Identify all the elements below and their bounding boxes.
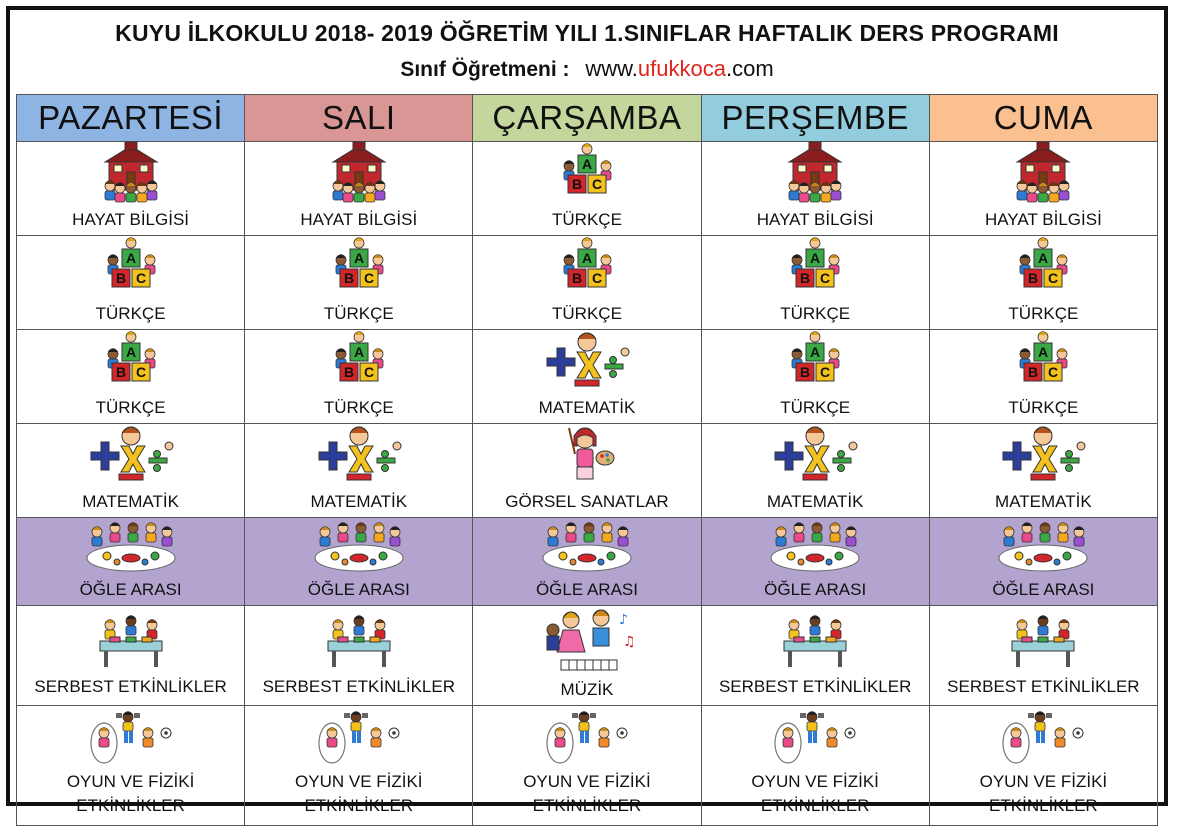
day-header-row	[17, 95, 1158, 142]
lesson-cell	[473, 706, 701, 826]
lesson-label: ÖĞLE ARASI	[535, 580, 638, 599]
lunch-table-icon	[995, 518, 1091, 579]
lesson-label: TÜRKÇE	[552, 304, 622, 323]
lesson-cell	[701, 236, 929, 330]
lesson-label: TÜRKÇE	[780, 398, 851, 417]
painter-girl-icon	[557, 424, 617, 491]
lesson-label: OYUN VE FİZİKİ ETKİNLİKLER	[751, 772, 879, 815]
svg-text:A: A	[1038, 250, 1049, 266]
abc-blocks-icon	[556, 142, 618, 209]
svg-text:C: C	[363, 364, 374, 380]
svg-text:C: C	[1048, 270, 1059, 286]
lesson-cell	[245, 424, 473, 518]
kids-at-desk-icon	[780, 609, 850, 676]
svg-text:A: A	[125, 344, 136, 360]
url-accent: ufukkoca	[637, 56, 726, 81]
schoolhouse-kids-icon	[101, 142, 161, 209]
abc-blocks-icon	[556, 236, 618, 303]
lesson-label: TÜRKÇE	[780, 304, 851, 323]
lesson-label: TÜRKÇE	[95, 398, 166, 417]
schedule-row-7	[17, 706, 1158, 826]
lesson-label: ÖĞLE ARASI	[764, 580, 867, 599]
schedule-frame	[6, 6, 1168, 815]
svg-text:B: B	[571, 270, 583, 286]
abc-blocks-icon	[784, 236, 846, 303]
svg-text:♫: ♫	[622, 634, 636, 650]
kids-at-desk-icon	[324, 609, 394, 676]
lesson-label: MATEMATİK	[310, 492, 408, 511]
svg-text:C: C	[591, 176, 603, 192]
abc-blocks-icon	[100, 330, 162, 397]
day-header-1: SALI	[245, 95, 473, 142]
svg-text:B: B	[115, 364, 126, 380]
day-header-0: PAZARTESİ	[17, 95, 245, 142]
lesson-label: SERBEST ETKİNLİKLER	[718, 677, 912, 696]
svg-text:B: B	[800, 270, 811, 286]
schoolhouse-kids-icon	[785, 142, 845, 209]
teacher-line	[10, 56, 1164, 82]
day-header-2: ÇARŞAMBA	[473, 95, 701, 142]
lesson-label: ÖĞLE ARASI	[992, 580, 1095, 599]
lesson-label: TÜRKÇE	[95, 304, 166, 323]
day-header-4: CUMA	[929, 95, 1157, 142]
lesson-label: MATEMATİK	[538, 398, 636, 417]
lesson-cell	[701, 142, 929, 236]
svg-text:C: C	[135, 270, 146, 286]
svg-text:C: C	[820, 270, 831, 286]
lesson-label: ÖĞLE ARASI	[79, 580, 182, 599]
svg-text:A: A	[353, 344, 364, 360]
teacher-label: Sınıf Öğretmeni :	[400, 58, 570, 81]
lesson-cell	[473, 330, 701, 424]
svg-text:A: A	[1038, 344, 1049, 360]
lesson-cell	[245, 518, 473, 606]
lesson-label: TÜRKÇE	[552, 210, 622, 229]
lunch-table-icon	[539, 518, 635, 579]
svg-text:B: B	[1028, 364, 1039, 380]
lesson-label: TÜRKÇE	[1008, 398, 1079, 417]
lunch-table-icon	[311, 518, 407, 579]
lesson-label: GÖRSEL SANATLAR	[505, 492, 669, 511]
lesson-label: HAYAT BİLGİSİ	[984, 210, 1102, 229]
math-symbols-icon	[997, 424, 1089, 491]
math-symbols-icon	[85, 424, 177, 491]
svg-text:B: B	[571, 176, 583, 192]
playing-kids-icon	[544, 709, 630, 770]
abc-blocks-icon	[328, 236, 390, 303]
lesson-cell	[701, 606, 929, 706]
lesson-label: OYUN VE FİZİKİ ETKİNLİKLER	[66, 772, 195, 815]
lesson-cell	[929, 330, 1157, 424]
lesson-cell	[929, 606, 1157, 706]
svg-text:B: B	[115, 270, 126, 286]
abc-blocks-icon	[784, 330, 846, 397]
abc-blocks-icon	[1012, 236, 1074, 303]
lesson-cell	[473, 606, 701, 706]
lesson-cell	[473, 424, 701, 518]
schoolhouse-kids-icon	[1013, 142, 1073, 209]
svg-text:A: A	[581, 250, 593, 266]
svg-text:C: C	[591, 270, 603, 286]
svg-text:B: B	[343, 364, 354, 380]
lesson-label: TÜRKÇE	[323, 304, 394, 323]
schedule-row-5	[17, 518, 1158, 606]
lesson-label: HAYAT BİLGİSİ	[756, 210, 874, 229]
lesson-cell	[473, 236, 701, 330]
lesson-label: SERBEST ETKİNLİKLER	[262, 677, 455, 696]
weekly-schedule-table	[16, 94, 1158, 826]
teacher-website	[585, 56, 773, 81]
svg-text:B: B	[1028, 270, 1039, 286]
schedule-row-1	[17, 142, 1158, 236]
playing-kids-icon	[88, 709, 174, 770]
lesson-cell	[701, 424, 929, 518]
svg-text:C: C	[363, 270, 374, 286]
lesson-cell	[17, 330, 245, 424]
svg-text:A: A	[810, 344, 821, 360]
kids-at-desk-icon	[96, 609, 166, 676]
lesson-cell	[17, 518, 245, 606]
lesson-label: MATEMATİK	[766, 492, 864, 511]
lesson-cell	[929, 236, 1157, 330]
math-symbols-icon	[769, 424, 861, 491]
lesson-cell	[17, 706, 245, 826]
lesson-cell	[245, 330, 473, 424]
svg-text:B: B	[800, 364, 811, 380]
lesson-label: MATEMATİK	[995, 492, 1092, 511]
lesson-cell	[245, 142, 473, 236]
lesson-label: ÖĞLE ARASI	[307, 580, 410, 599]
math-symbols-icon	[313, 424, 405, 491]
svg-text:A: A	[810, 250, 821, 266]
lesson-label: HAYAT BİLGİSİ	[300, 210, 418, 229]
page-title: KUYU İLKOKULU 2018- 2019 ÖĞRETİM YILI 1.SINIFLAR HAFTALIK DERS PROGRAMI	[115, 20, 1059, 46]
svg-text:A: A	[353, 250, 364, 266]
lesson-cell	[701, 330, 929, 424]
url-suffix: .com	[725, 56, 774, 81]
lesson-cell	[17, 424, 245, 518]
lesson-cell	[929, 142, 1157, 236]
svg-text:C: C	[135, 364, 146, 380]
lesson-cell	[473, 142, 701, 236]
lesson-cell	[929, 706, 1157, 826]
lunch-table-icon	[83, 518, 179, 579]
lesson-cell	[701, 518, 929, 606]
lesson-cell	[17, 606, 245, 706]
lesson-label: TÜRKÇE	[1008, 304, 1079, 323]
lesson-label: OYUN VE FİZİKİ ETKİNLİKLER	[523, 772, 651, 815]
abc-blocks-icon	[328, 330, 390, 397]
svg-text:C: C	[1048, 364, 1059, 380]
svg-text:C: C	[820, 364, 831, 380]
schedule-row-4	[17, 424, 1158, 518]
schedule-row-3	[17, 330, 1158, 424]
kids-at-desk-icon	[1008, 609, 1078, 676]
lesson-label: MATEMATİK	[82, 492, 179, 511]
schedule-row-2	[17, 236, 1158, 330]
lesson-label: TÜRKÇE	[323, 398, 394, 417]
svg-text:A: A	[581, 156, 593, 172]
header	[10, 10, 1164, 94]
lesson-cell	[929, 424, 1157, 518]
lesson-label: SERBEST ETKİNLİKLER	[947, 677, 1140, 696]
schedule-row-6	[17, 606, 1158, 706]
url-prefix: www.	[585, 56, 638, 81]
lesson-cell	[17, 236, 245, 330]
playing-kids-icon	[772, 709, 858, 770]
dancing-kids-icon	[541, 606, 636, 679]
lesson-label: OYUN VE FİZİKİ ETKİNLİKLER	[295, 772, 423, 815]
lesson-cell	[929, 518, 1157, 606]
abc-blocks-icon	[100, 236, 162, 303]
lesson-cell	[245, 236, 473, 330]
lunch-table-icon	[767, 518, 863, 579]
svg-text:B: B	[343, 270, 354, 286]
lesson-label: MÜZİK	[560, 680, 614, 699]
schoolhouse-kids-icon	[329, 142, 389, 209]
playing-kids-icon	[1000, 709, 1086, 770]
lesson-cell	[17, 142, 245, 236]
abc-blocks-icon	[1012, 330, 1074, 397]
math-symbols-icon	[541, 330, 633, 397]
day-header-3: PERŞEMBE	[701, 95, 929, 142]
svg-text:A: A	[125, 250, 136, 266]
svg-text:♪: ♪	[618, 612, 628, 628]
lesson-cell	[473, 518, 701, 606]
lesson-label: OYUN VE FİZİKİ ETKİNLİKLER	[979, 772, 1108, 815]
lesson-cell	[701, 706, 929, 826]
lesson-cell	[245, 606, 473, 706]
playing-kids-icon	[316, 709, 402, 770]
lesson-cell	[245, 706, 473, 826]
lesson-label: HAYAT BİLGİSİ	[72, 210, 190, 229]
lesson-label: SERBEST ETKİNLİKLER	[34, 677, 227, 696]
